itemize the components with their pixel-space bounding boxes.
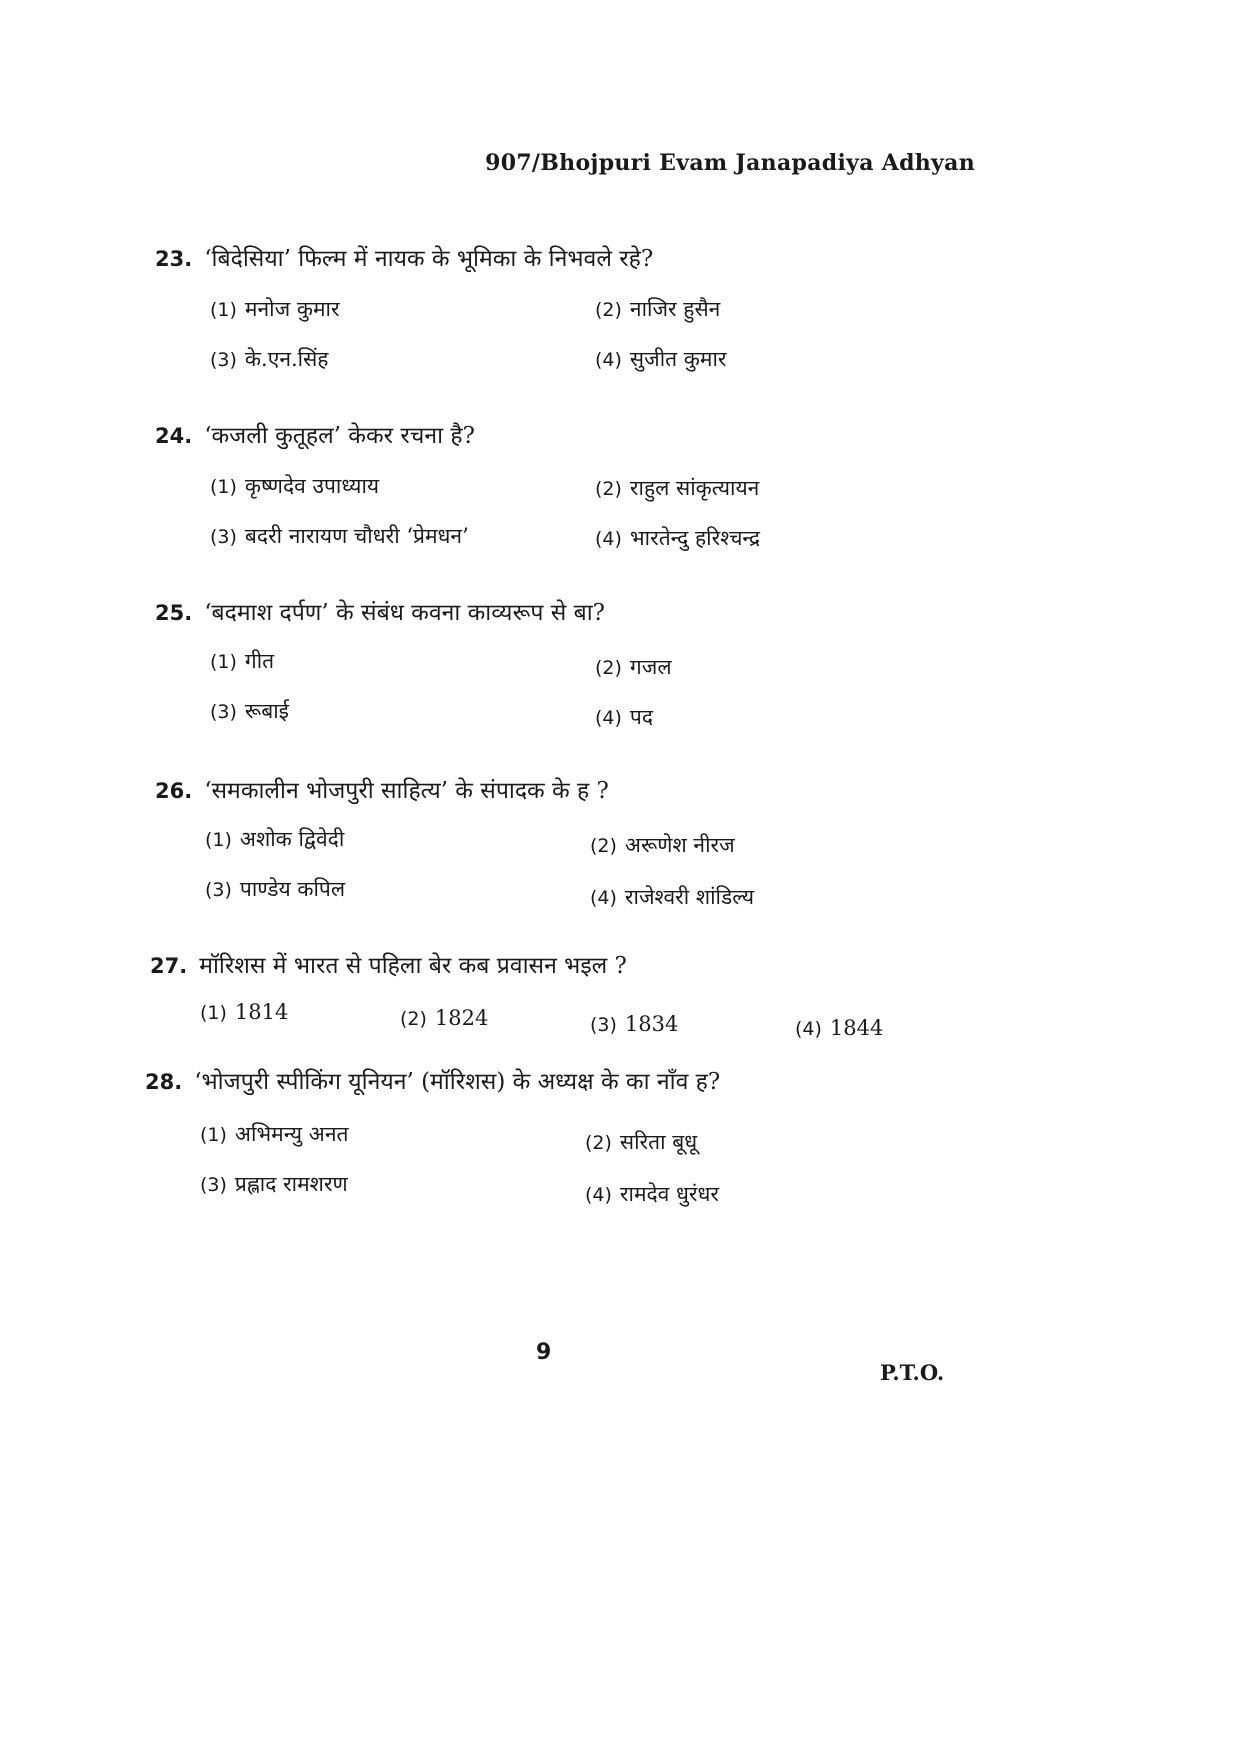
- option-4: (4) सुजीत कुमार: [595, 347, 727, 371]
- option-2: (2) गजल: [595, 655, 672, 679]
- question-text: ‘बिदेसिया’ फिल्म में नायक के भूमिका के निभवले रहे?: [204, 246, 654, 272]
- option-1: (1) 1814: [200, 1000, 289, 1024]
- option-3: (3) प्रह्लाद रामशरण: [200, 1172, 348, 1196]
- question-28: [145, 1066, 945, 1206]
- paper-header: 907/Bhojpuri Evam Janapadiya Adhyan: [485, 150, 975, 176]
- option-4: (4) रामदेव धुरंधर: [585, 1182, 720, 1206]
- option-3: (3) पाण्डेय कपिल: [205, 877, 346, 901]
- option-2: (2) अरूणेश नीरज: [590, 833, 735, 857]
- option-4: (4) 1844: [795, 1016, 884, 1040]
- option-2: (2) नाजिर हुसैन: [595, 297, 721, 321]
- question-24: [155, 420, 955, 550]
- option-2: (2) राहुल सांकृत्यायन: [595, 476, 760, 500]
- question-number: 24.: [155, 424, 193, 448]
- option-1: (1) मनोज कुमार: [210, 297, 340, 321]
- option-2: (2) सरिता बूधू: [585, 1130, 698, 1154]
- question-26: [155, 775, 955, 909]
- question-text: ‘भोजपुरी स्पीकिंग यूनियन’ (मॉरिशस) के अध्यक्ष के का नाँव ह?: [194, 1069, 721, 1095]
- option-3: (3) के.एन.सिंह: [210, 347, 329, 371]
- question-number: 26.: [155, 779, 193, 803]
- question-27: [150, 950, 950, 1040]
- option-2: (2) 1824: [400, 1006, 489, 1030]
- question-text: ‘समकालीन भोजपुरी साहित्य’ के संपादक के ह ?: [204, 778, 609, 804]
- option-1: (1) गीत: [210, 649, 275, 673]
- question-25: [155, 597, 955, 729]
- option-3: (3) बदरी नारायण चौधरी ‘प्रेमधन’: [210, 524, 469, 548]
- option-1: (1) कृष्णदेव उपाध्याय: [210, 474, 380, 498]
- option-4: (4) राजेश्वरी शांडिल्य: [590, 885, 755, 909]
- question-number: 23.: [155, 247, 193, 271]
- question-23: [155, 243, 955, 371]
- option-1: (1) अशोक द्विवेदी: [205, 827, 345, 851]
- option-4: (4) भारतेन्दु हरिश्चन्द्र: [595, 526, 761, 550]
- pto-label: P.T.O.: [880, 1360, 945, 1385]
- page-number: 9: [536, 1340, 552, 1365]
- option-4: (4) पद: [595, 705, 654, 729]
- option-3: (3) 1834: [590, 1012, 679, 1036]
- question-text: ‘बदमाश दर्पण’ के संबंध कवना काव्यरूप से बा?: [204, 600, 606, 626]
- question-number: 25.: [155, 601, 193, 625]
- question-number: 27.: [150, 954, 188, 978]
- question-number: 28.: [145, 1070, 183, 1094]
- question-text: मॉरिशस में भारत से पहिला बेर कब प्रवासन भइल ?: [199, 953, 627, 979]
- option-1: (1) अभिमन्यु अनत: [200, 1122, 349, 1146]
- option-3: (3) रूबाई: [210, 699, 289, 723]
- question-text: ‘कजली कुतूहल’ केकर रचना है?: [204, 423, 475, 449]
